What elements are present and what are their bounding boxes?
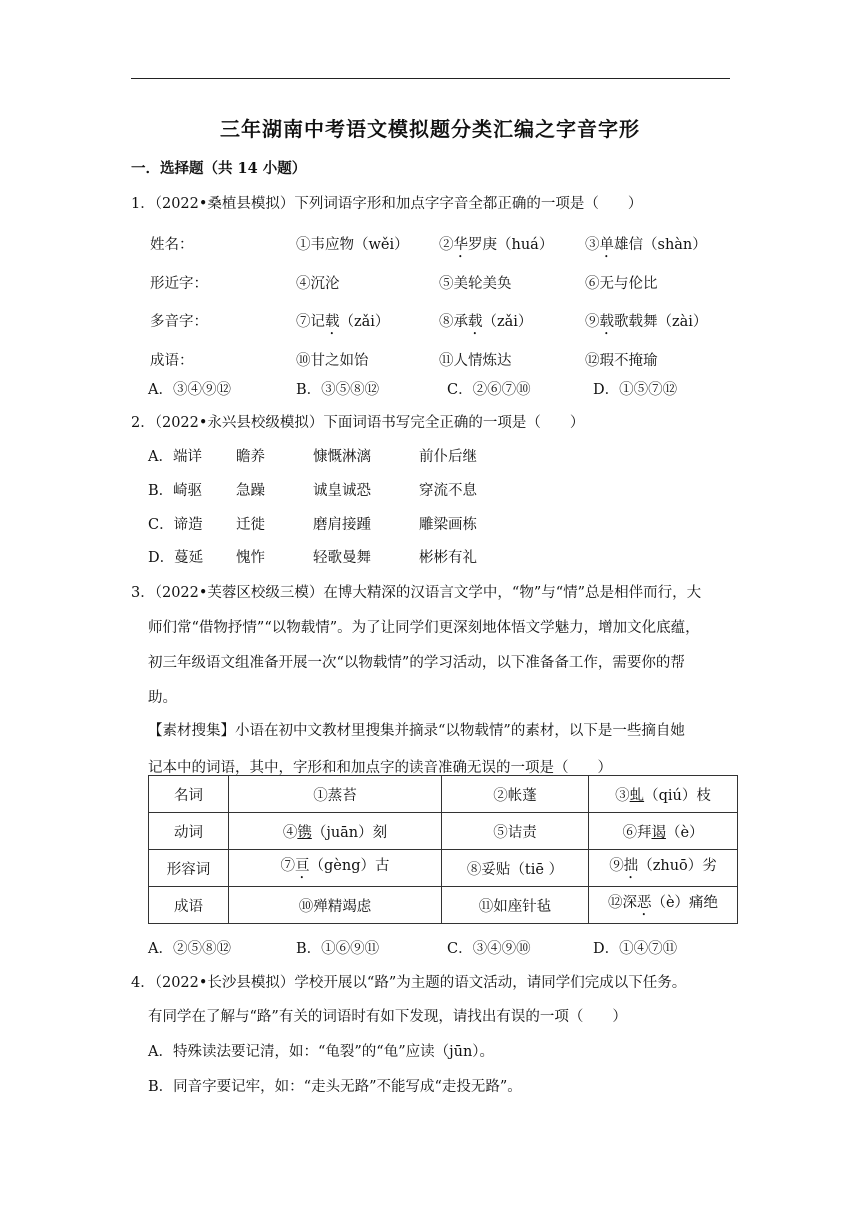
q1-item <box>439 310 532 338</box>
q3-cell-text: （zhuō）劣 <box>638 858 717 874</box>
q3-table-label: 形容词 <box>149 850 229 887</box>
q1-item-text: ⑤美轮美奂 <box>439 276 512 292</box>
q1-row-label: 姓名： <box>150 237 194 253</box>
q3-table-row <box>149 887 738 924</box>
q3-cell-text: ⑤诘责 <box>493 824 537 841</box>
q2-word: 诚皇诚恐 <box>313 483 371 499</box>
q3-table-row <box>149 776 738 813</box>
q3-cell-text: ①蒸苔 <box>313 787 357 804</box>
q1-item-text: ⑩甘之如饴 <box>296 353 369 369</box>
q2-word: 愧怍 <box>236 550 265 566</box>
q3-cell-text: （è） <box>665 824 704 841</box>
q3-table-cell <box>442 850 589 887</box>
q1-row-label: 多音字： <box>150 314 208 330</box>
q2-word: 慷慨淋漓 <box>313 449 371 465</box>
q3-word-table <box>148 775 738 924</box>
q3-task-line: 记本中的词语，其中，字形和和加点字的读音准确无误的一项是（ ） <box>148 760 612 776</box>
q1-item <box>585 349 658 370</box>
q3-task-line: 【素材搜集】小语在初中文教材里搜集并摘录“以物载情”的素材，以下是一些摘自她 <box>148 723 685 739</box>
q1-item <box>296 310 389 338</box>
q3-table-cell <box>442 776 589 813</box>
q1-item-text: ⑧承 <box>439 314 468 330</box>
q1-item-text: ④沉沦 <box>296 276 340 292</box>
q1-item <box>296 233 409 254</box>
q1-option: C．②⑥⑦⑩ <box>447 382 531 398</box>
q3-stem-line: 助。 <box>148 690 177 706</box>
q2-stem: 2．（2022•永兴县校级模拟）下面词语书写完全正确的一项是（ ） <box>131 415 585 431</box>
q3-cell-underlined-char: 谒 <box>651 824 666 841</box>
q3-option: B．①⑥⑨⑪ <box>296 941 380 957</box>
q3-table-cell <box>442 887 589 924</box>
q3-table-cell <box>229 887 442 924</box>
q1-item <box>585 233 707 261</box>
q1-item-dotted-char: 载 <box>599 314 614 330</box>
q2-word: 瞻养 <box>236 449 265 465</box>
q4-option: A．特殊读法要记清，如：“龟裂”的“龟”应读（jūn）。 <box>148 1044 495 1060</box>
q1-item <box>296 349 369 370</box>
q3-cell-text: ⑧妥贴（tiē ） <box>466 861 564 878</box>
q1-item-text: ⑨ <box>585 314 600 330</box>
q3-cell-text: ⑩殚精竭虑 <box>298 898 372 915</box>
q3-table-label: 成语 <box>149 887 229 924</box>
q3-option: A．②⑤⑧⑫ <box>148 941 231 957</box>
q1-item-dotted-char: 载 <box>468 314 483 330</box>
q1-item-text: ⑥无与伦比 <box>585 276 658 292</box>
q3-table-row <box>149 813 738 850</box>
q1-option: D．①⑤⑦⑫ <box>593 382 678 398</box>
q1-stem: 1．（2022•桑植县模拟）下列词语字形和加点字字音全都正确的一项是（ ） <box>131 196 643 212</box>
q3-cell-text: ⑨ <box>609 858 624 874</box>
q3-cell-text: ④ <box>282 824 298 841</box>
q3-table-cell <box>229 776 442 813</box>
q3-option: C．③④⑨⑩ <box>447 941 531 957</box>
q2-word: 前仆后继 <box>419 449 477 465</box>
q3-table-cell <box>589 776 738 813</box>
q2-option-label: C．谛造 <box>148 517 203 533</box>
q2-word: 迁徙 <box>236 517 265 533</box>
q1-item-text: ⑦记 <box>296 314 325 330</box>
q2-word: 急躁 <box>236 483 265 499</box>
q1-item-text: 雄信（shàn） <box>614 237 707 253</box>
q2-option-label: B．崎驱 <box>148 483 203 499</box>
q3-option: D．①④⑦⑪ <box>593 941 678 957</box>
q3-cell-dotted-char: 恶 <box>636 895 652 911</box>
q1-item-text: ⑪人情炼达 <box>439 353 512 369</box>
q3-cell-text: ⑦ <box>280 858 295 874</box>
q1-item-text: ⑫瑕不掩瑜 <box>585 353 658 369</box>
q3-table-cell <box>589 850 738 887</box>
q1-item <box>585 272 658 293</box>
q3-cell-underlined-char: 镌 <box>297 824 312 841</box>
q4-option: B．同音字要记牢，如：“走头无路”不能写成“走投无路”。 <box>148 1079 522 1095</box>
q1-item <box>439 349 512 370</box>
q3-stem-line: 3．（2022•芙蓉区校级三模）在博大精深的汉语言文学中，“物”与“情”总是相伴而行，大 <box>131 585 702 601</box>
q3-table-label: 动词 <box>149 813 229 850</box>
q3-table-row <box>149 850 738 887</box>
q1-item-text: （zǎi） <box>339 314 390 330</box>
q1-item-text: ② <box>439 237 454 253</box>
q4-stem: 4．（2022•长沙县模拟）学校开展以“路”为主题的语文活动，请同学们完成以下任务。 <box>131 975 687 991</box>
q3-cell-dotted-char: 拙 <box>623 858 639 874</box>
q3-table-label: 名词 <box>149 776 229 813</box>
q1-item <box>439 272 512 293</box>
q3-cell-text: ⑪如座针毡 <box>478 898 552 915</box>
q1-item <box>439 233 553 261</box>
q3-cell-text: ⑫深 <box>607 895 637 911</box>
q1-item-text: 罗庚（huá） <box>468 237 554 253</box>
q3-cell-text: ⑥拜 <box>622 824 652 841</box>
q3-table-cell <box>589 813 738 850</box>
q1-option: B．③⑤⑧⑫ <box>296 382 380 398</box>
q3-cell-text: （qiú）枝 <box>644 787 711 804</box>
q3-table-cell <box>589 887 738 924</box>
q3-cell-text: （è）痛绝 <box>651 895 719 911</box>
q2-word: 轻歌曼舞 <box>313 550 371 566</box>
q1-item-dotted-char: 单 <box>599 237 614 253</box>
page-title: 三年湖南中考语文模拟题分类汇编之字音字形 <box>220 117 640 141</box>
q2-option-label: A．端详 <box>148 449 202 465</box>
q1-item-text: ③ <box>585 237 600 253</box>
section-heading: 一．选择题（共 14 小题） <box>131 160 307 177</box>
q3-cell-text: ②帐蓬 <box>493 787 537 804</box>
q1-row-label: 形近字： <box>150 276 208 292</box>
q4-sub: 有同学在了解与“路”有关的词语时有如下发现，请找出有误的一项（ ） <box>148 1009 627 1025</box>
q3-cell-dotted-char: 亘 <box>295 858 310 874</box>
q3-stem-line: 师们常“借物抒情”“以物载情”。为了让同学们更深刻地体悟文学魅力，增加文化底蕴， <box>148 620 700 636</box>
q1-item-text: ①韦应物（wěi） <box>296 237 409 253</box>
q1-item <box>296 272 340 293</box>
q3-cell-text: （gèng）古 <box>309 858 390 874</box>
q2-word: 彬彬有礼 <box>419 550 477 566</box>
q3-table-cell <box>229 813 442 850</box>
q3-table-cell <box>229 850 442 887</box>
q2-word: 穿流不息 <box>419 483 477 499</box>
q3-cell-text: ③ <box>615 787 630 804</box>
q1-item-dotted-char: 华 <box>453 237 468 253</box>
q1-option: A．③④⑨⑫ <box>148 382 231 398</box>
q1-row-label: 成语： <box>150 353 194 369</box>
q3-cell-underlined-char: 虬 <box>629 787 645 804</box>
q2-word: 雕梁画栋 <box>419 517 477 533</box>
header-rule <box>131 78 730 79</box>
q2-option-label: D．蔓延 <box>148 550 204 566</box>
q3-stem-line: 初三年级语文组准备开展一次“以物载情”的学习活动，以下准备备工作，需要你的帮 <box>148 655 685 671</box>
q1-item-text: （zǎi） <box>482 314 533 330</box>
q1-item-dotted-char: 载 <box>325 314 340 330</box>
q3-cell-text: （juān）刻 <box>311 824 388 841</box>
q1-item-text: 歌载舞（zài） <box>614 314 708 330</box>
q3-table-cell <box>442 813 589 850</box>
q2-word: 磨肩接踵 <box>313 517 371 533</box>
q1-item <box>585 310 707 338</box>
